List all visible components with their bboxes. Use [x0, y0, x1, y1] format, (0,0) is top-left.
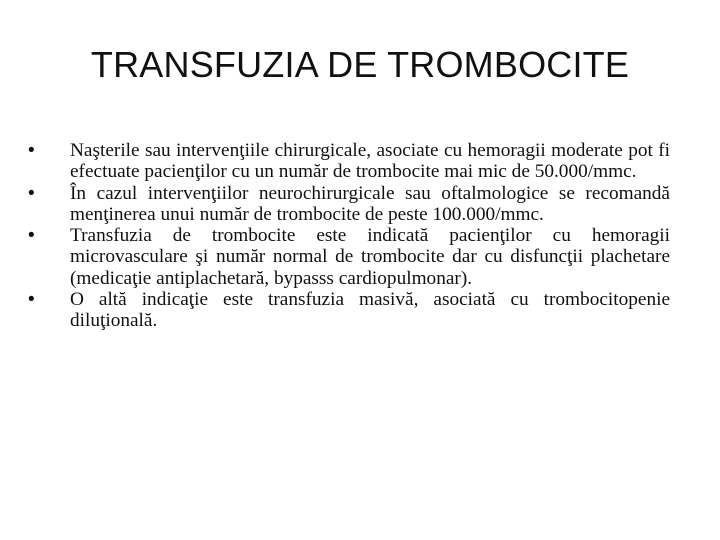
bullet-text: Transfuzia de trombocite este indicată pacienţilor cu hemoragii microvasculare şi număr normal de trombocite dar cu disfuncţii plachetare (medicaţie antiplachetară, bypasss cardiopulmonar).: [70, 225, 670, 289]
bullet-item: [28, 183, 670, 226]
slide-title: TRANSFUZIA DE TROMBOCITE: [90, 44, 630, 85]
bullet-text: Naşterile sau intervenţiile chirurgicale, asociate cu hemoragii moderate pot fi efectuate pacienţilor cu un număr de trombocite mai mic de 50.000/mmc.: [70, 140, 670, 183]
bullet-icon: •: [28, 289, 35, 311]
bullet-list: [28, 140, 670, 332]
bullet-text: În cazul intervenţiilor neurochirurgicale sau oftalmologice se recomandă menţinerea unui număr de trombocite de peste 100.000/mmc.: [70, 182, 670, 225]
bullet-icon: •: [28, 140, 35, 161]
bullet-icon: •: [28, 182, 35, 204]
bullet-item: [28, 289, 670, 332]
bullet-item: [28, 225, 670, 289]
bullet-icon: •: [28, 225, 35, 247]
bullet-text: O altă indicaţie este transfuzia masivă, asociată cu trombocitopenie diluţională.: [70, 289, 670, 332]
bullet-item: [28, 140, 670, 183]
